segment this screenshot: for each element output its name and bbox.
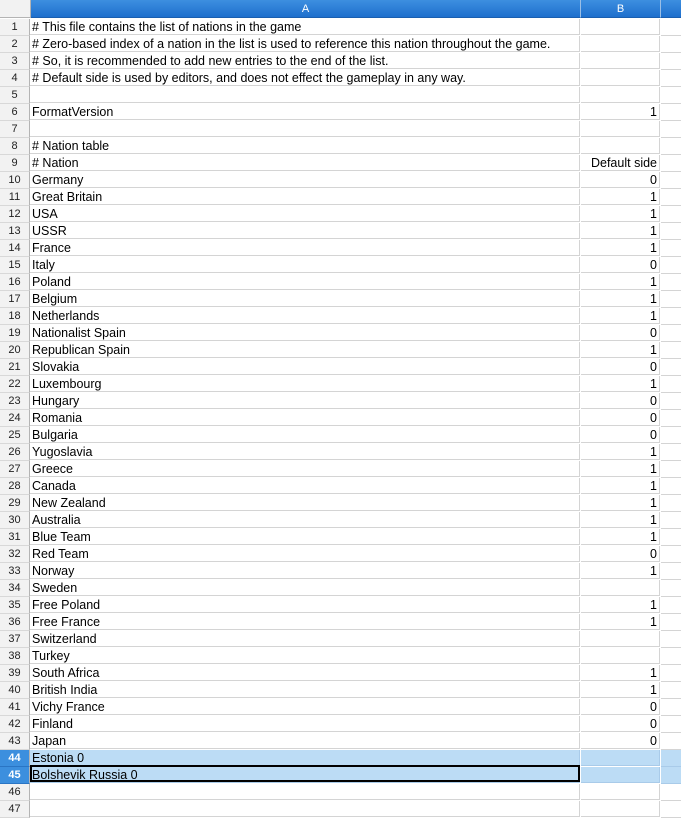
cell-c[interactable] — [661, 784, 681, 801]
cell-c[interactable] — [661, 172, 681, 189]
table-row — [0, 121, 681, 138]
cell-a[interactable] — [30, 87, 580, 103]
table-row — [0, 733, 681, 750]
cell-b[interactable] — [581, 784, 660, 800]
cell-a[interactable]: Slovakia — [30, 359, 580, 375]
table-row — [0, 427, 681, 444]
cell-a[interactable]: Nationalist Spain — [30, 325, 580, 341]
cell-a[interactable]: Great Britain — [30, 189, 580, 205]
table-row — [0, 274, 681, 291]
cell-b[interactable]: 1 — [581, 342, 660, 358]
cell-c[interactable] — [661, 87, 681, 104]
table-row — [0, 529, 681, 546]
row-header[interactable]: 38 — [0, 648, 30, 665]
cell-c[interactable] — [661, 444, 681, 461]
cell-b[interactable] — [581, 53, 660, 69]
row-header[interactable]: 27 — [0, 461, 30, 478]
cell-a[interactable]: Vichy France — [30, 699, 580, 715]
row-header[interactable]: 32 — [0, 546, 30, 563]
cell-a[interactable]: Free France — [30, 614, 580, 630]
row-header[interactable]: 46 — [0, 784, 30, 801]
cell-a[interactable]: Bulgaria — [30, 427, 580, 443]
cell-a[interactable]: Bolshevik Russia 0 — [30, 767, 580, 783]
cell-c[interactable] — [661, 512, 681, 529]
cell-b[interactable] — [581, 648, 660, 664]
table-row — [0, 359, 681, 376]
table-row — [0, 104, 681, 121]
table-row — [0, 189, 681, 206]
cell-c[interactable] — [661, 19, 681, 36]
row-header[interactable]: 20 — [0, 342, 30, 359]
cell-b[interactable]: 0 — [581, 716, 660, 732]
row-header[interactable]: 24 — [0, 410, 30, 427]
cell-c[interactable] — [661, 359, 681, 376]
row-header[interactable]: 2 — [0, 36, 30, 53]
row-header[interactable]: 25 — [0, 427, 30, 444]
cell-a[interactable] — [30, 121, 580, 137]
table-row — [0, 36, 681, 53]
table-row — [0, 155, 681, 172]
cell-b[interactable]: 1 — [581, 665, 660, 681]
row-header[interactable]: 4 — [0, 70, 30, 87]
cell-c[interactable] — [661, 461, 681, 478]
column-header-row — [0, 0, 681, 18]
table-row — [0, 580, 681, 597]
table-row — [0, 767, 681, 784]
table-row — [0, 206, 681, 223]
cell-a[interactable]: Luxembourg — [30, 376, 580, 392]
table-row — [0, 512, 681, 529]
column-header-c[interactable] — [661, 0, 681, 18]
cell-c[interactable] — [661, 53, 681, 70]
row-header[interactable]: 15 — [0, 257, 30, 274]
table-row — [0, 291, 681, 308]
row-header[interactable]: 47 — [0, 801, 30, 818]
table-row — [0, 699, 681, 716]
cell-b[interactable]: 1 — [581, 189, 660, 205]
cell-a[interactable]: Norway — [30, 563, 580, 579]
cell-b[interactable]: 0 — [581, 733, 660, 749]
cell-a[interactable]: Red Team — [30, 546, 580, 562]
table-row — [0, 138, 681, 155]
cell-a[interactable]: FormatVersion — [30, 104, 580, 120]
cell-a[interactable]: South Africa — [30, 665, 580, 681]
table-row — [0, 19, 681, 36]
cell-c[interactable] — [661, 70, 681, 87]
row-header[interactable]: 19 — [0, 325, 30, 342]
cell-a[interactable] — [30, 784, 580, 800]
cell-c[interactable] — [661, 631, 681, 648]
cell-c[interactable] — [661, 206, 681, 223]
row-header[interactable]: 42 — [0, 716, 30, 733]
table-row — [0, 444, 681, 461]
cell-b[interactable] — [581, 801, 660, 817]
table-row — [0, 53, 681, 70]
cell-c[interactable] — [661, 716, 681, 733]
cell-b[interactable]: 0 — [581, 359, 660, 375]
cell-c[interactable] — [661, 478, 681, 495]
row-header[interactable]: 14 — [0, 240, 30, 257]
cell-b[interactable]: 0 — [581, 393, 660, 409]
row-header[interactable]: 30 — [0, 512, 30, 529]
cell-a[interactable]: Switzerland — [30, 631, 580, 647]
table-row — [0, 716, 681, 733]
row-header[interactable]: 22 — [0, 376, 30, 393]
table-row — [0, 393, 681, 410]
cell-c[interactable] — [661, 138, 681, 155]
cell-c[interactable] — [661, 648, 681, 665]
cell-a[interactable]: Belgium — [30, 291, 580, 307]
cell-a[interactable]: Finland — [30, 716, 580, 732]
cell-b[interactable] — [581, 36, 660, 52]
row-header[interactable]: 18 — [0, 308, 30, 325]
row-header[interactable]: 23 — [0, 393, 30, 410]
row-header[interactable]: 12 — [0, 206, 30, 223]
cell-b[interactable]: 1 — [581, 682, 660, 698]
row-header[interactable]: 29 — [0, 495, 30, 512]
table-row — [0, 648, 681, 665]
cell-a[interactable]: France — [30, 240, 580, 256]
cell-c[interactable] — [661, 36, 681, 53]
cell-b[interactable]: 0 — [581, 325, 660, 341]
cell-c[interactable] — [661, 257, 681, 274]
cell-b[interactable] — [581, 580, 660, 596]
cell-b[interactable] — [581, 750, 660, 766]
cell-b[interactable]: 1 — [581, 274, 660, 290]
cell-a[interactable]: Germany — [30, 172, 580, 188]
row-header[interactable]: 13 — [0, 223, 30, 240]
cell-c[interactable] — [661, 597, 681, 614]
table-row — [0, 682, 681, 699]
row-header[interactable]: 3 — [0, 53, 30, 70]
cell-b[interactable] — [581, 121, 660, 137]
cell-a[interactable]: USA — [30, 206, 580, 222]
cell-b[interactable]: 1 — [581, 444, 660, 460]
cell-a[interactable]: Yugoslavia — [30, 444, 580, 460]
table-row — [0, 563, 681, 580]
cell-b[interactable] — [581, 631, 660, 647]
cell-c[interactable] — [661, 665, 681, 682]
table-row — [0, 461, 681, 478]
row-header[interactable]: 39 — [0, 665, 30, 682]
row-header[interactable]: 21 — [0, 359, 30, 376]
cell-b[interactable]: 0 — [581, 172, 660, 188]
row-header[interactable]: 7 — [0, 121, 30, 138]
cell-c[interactable] — [661, 733, 681, 750]
cell-b[interactable]: 1 — [581, 512, 660, 528]
cell-c[interactable] — [661, 342, 681, 359]
cell-b[interactable]: 0 — [581, 410, 660, 426]
table-row — [0, 87, 681, 104]
table-row — [0, 784, 681, 801]
table-row — [0, 376, 681, 393]
cell-c[interactable] — [661, 427, 681, 444]
cell-b[interactable] — [581, 138, 660, 154]
cell-a[interactable]: # So, it is recommended to add new entries to the end of the list. — [30, 53, 580, 69]
row-header[interactable]: 45 — [0, 767, 30, 784]
select-all-corner[interactable] — [0, 0, 31, 18]
table-row — [0, 597, 681, 614]
row-header[interactable]: 33 — [0, 563, 30, 580]
cell-b[interactable] — [581, 767, 660, 783]
cell-b[interactable]: 1 — [581, 597, 660, 613]
cell-c[interactable] — [661, 495, 681, 512]
row-header[interactable]: 40 — [0, 682, 30, 699]
row-header[interactable]: 36 — [0, 614, 30, 631]
cell-c[interactable] — [661, 104, 681, 121]
cell-c[interactable] — [661, 240, 681, 257]
cell-a[interactable]: # This file contains the list of nations in the game — [30, 19, 580, 35]
cell-a[interactable]: Poland — [30, 274, 580, 290]
row-header[interactable]: 43 — [0, 733, 30, 750]
cell-b[interactable]: 1 — [581, 478, 660, 494]
cell-a[interactable]: Free Poland — [30, 597, 580, 613]
cell-c[interactable] — [661, 189, 681, 206]
cell-c[interactable] — [661, 393, 681, 410]
table-row — [0, 325, 681, 342]
row-header[interactable]: 9 — [0, 155, 30, 172]
cell-c[interactable] — [661, 376, 681, 393]
column-header-a[interactable]: A — [31, 0, 581, 18]
table-row — [0, 308, 681, 325]
cell-a[interactable]: New Zealand — [30, 495, 580, 511]
cell-b[interactable]: 1 — [581, 614, 660, 630]
cell-a[interactable]: Republican Spain — [30, 342, 580, 358]
cell-a[interactable]: # Default side is used by editors, and does not effect the gameplay in any way. — [30, 70, 580, 86]
row-header[interactable]: 41 — [0, 699, 30, 716]
row-header[interactable]: 37 — [0, 631, 30, 648]
cell-c[interactable] — [661, 767, 681, 784]
table-row — [0, 70, 681, 87]
cell-a[interactable]: Greece — [30, 461, 580, 477]
table-row — [0, 342, 681, 359]
cell-c[interactable] — [661, 750, 681, 767]
cell-a[interactable]: # Zero-based index of a nation in the list is used to reference this nation throughout the game. — [30, 36, 580, 52]
table-row — [0, 495, 681, 512]
cell-c[interactable] — [661, 801, 681, 818]
cell-b[interactable]: 0 — [581, 699, 660, 715]
cell-a[interactable]: Hungary — [30, 393, 580, 409]
cell-c[interactable] — [661, 614, 681, 631]
cell-b[interactable]: 1 — [581, 563, 660, 579]
row-header[interactable]: 5 — [0, 87, 30, 104]
cell-c[interactable] — [661, 699, 681, 716]
cell-a[interactable]: Turkey — [30, 648, 580, 664]
cell-c[interactable] — [661, 274, 681, 291]
cell-a[interactable]: Australia — [30, 512, 580, 528]
cell-c[interactable] — [661, 580, 681, 597]
cell-b[interactable] — [581, 19, 660, 35]
cell-a[interactable]: # Nation — [30, 155, 580, 171]
cell-b[interactable] — [581, 87, 660, 103]
row-header[interactable]: 34 — [0, 580, 30, 597]
cell-a[interactable]: Romania — [30, 410, 580, 426]
cell-b[interactable]: 1 — [581, 529, 660, 545]
table-row — [0, 240, 681, 257]
cell-a[interactable] — [30, 801, 580, 817]
cell-c[interactable] — [661, 410, 681, 427]
cell-b[interactable] — [581, 70, 660, 86]
cell-a[interactable]: Estonia 0 — [30, 750, 580, 766]
table-row — [0, 410, 681, 427]
cell-c[interactable] — [661, 529, 681, 546]
table-row — [0, 172, 681, 189]
cell-a[interactable]: Sweden — [30, 580, 580, 596]
cell-b[interactable]: 0 — [581, 546, 660, 562]
cell-a[interactable]: Italy — [30, 257, 580, 273]
cell-c[interactable] — [661, 223, 681, 240]
row-header[interactable]: 11 — [0, 189, 30, 206]
table-row — [0, 478, 681, 495]
table-row — [0, 665, 681, 682]
cell-c[interactable] — [661, 121, 681, 138]
row-header[interactable]: 10 — [0, 172, 30, 189]
cell-c[interactable] — [661, 563, 681, 580]
table-row — [0, 614, 681, 631]
cell-b[interactable]: 1 — [581, 223, 660, 239]
row-header[interactable]: 35 — [0, 597, 30, 614]
row-header[interactable]: 1 — [0, 19, 30, 36]
row-header[interactable]: 26 — [0, 444, 30, 461]
cell-a[interactable]: Netherlands — [30, 308, 580, 324]
cell-c[interactable] — [661, 682, 681, 699]
cell-b[interactable]: 1 — [581, 461, 660, 477]
cell-a[interactable]: Blue Team — [30, 529, 580, 545]
cell-b[interactable]: Default side — [581, 155, 660, 171]
cell-b[interactable]: 0 — [581, 257, 660, 273]
cell-c[interactable] — [661, 291, 681, 308]
cell-b[interactable]: 1 — [581, 376, 660, 392]
cell-a[interactable]: Canada — [30, 478, 580, 494]
cell-b[interactable]: 1 — [581, 240, 660, 256]
row-header[interactable]: 6 — [0, 104, 30, 121]
cell-b[interactable]: 0 — [581, 427, 660, 443]
row-header[interactable]: 16 — [0, 274, 30, 291]
cell-b[interactable]: 1 — [581, 291, 660, 307]
row-header[interactable]: 28 — [0, 478, 30, 495]
cell-c[interactable] — [661, 546, 681, 563]
table-row — [0, 257, 681, 274]
cell-b[interactable]: 1 — [581, 308, 660, 324]
table-row — [0, 801, 681, 818]
row-header[interactable]: 31 — [0, 529, 30, 546]
table-row — [0, 223, 681, 240]
cell-a[interactable]: USSR — [30, 223, 580, 239]
cell-c[interactable] — [661, 155, 681, 172]
row-header[interactable]: 8 — [0, 138, 30, 155]
cell-b[interactable]: 1 — [581, 206, 660, 222]
column-header-b[interactable]: B — [581, 0, 661, 18]
cell-b[interactable]: 1 — [581, 104, 660, 120]
row-header[interactable]: 44 — [0, 750, 30, 767]
cell-a[interactable]: # Nation table — [30, 138, 580, 154]
cell-a[interactable]: British India — [30, 682, 580, 698]
cell-c[interactable] — [661, 308, 681, 325]
table-row — [0, 750, 681, 767]
table-row — [0, 631, 681, 648]
cell-a[interactable]: Japan — [30, 733, 580, 749]
row-header[interactable]: 17 — [0, 291, 30, 308]
table-row — [0, 546, 681, 563]
cell-c[interactable] — [661, 325, 681, 342]
cell-b[interactable]: 1 — [581, 495, 660, 511]
